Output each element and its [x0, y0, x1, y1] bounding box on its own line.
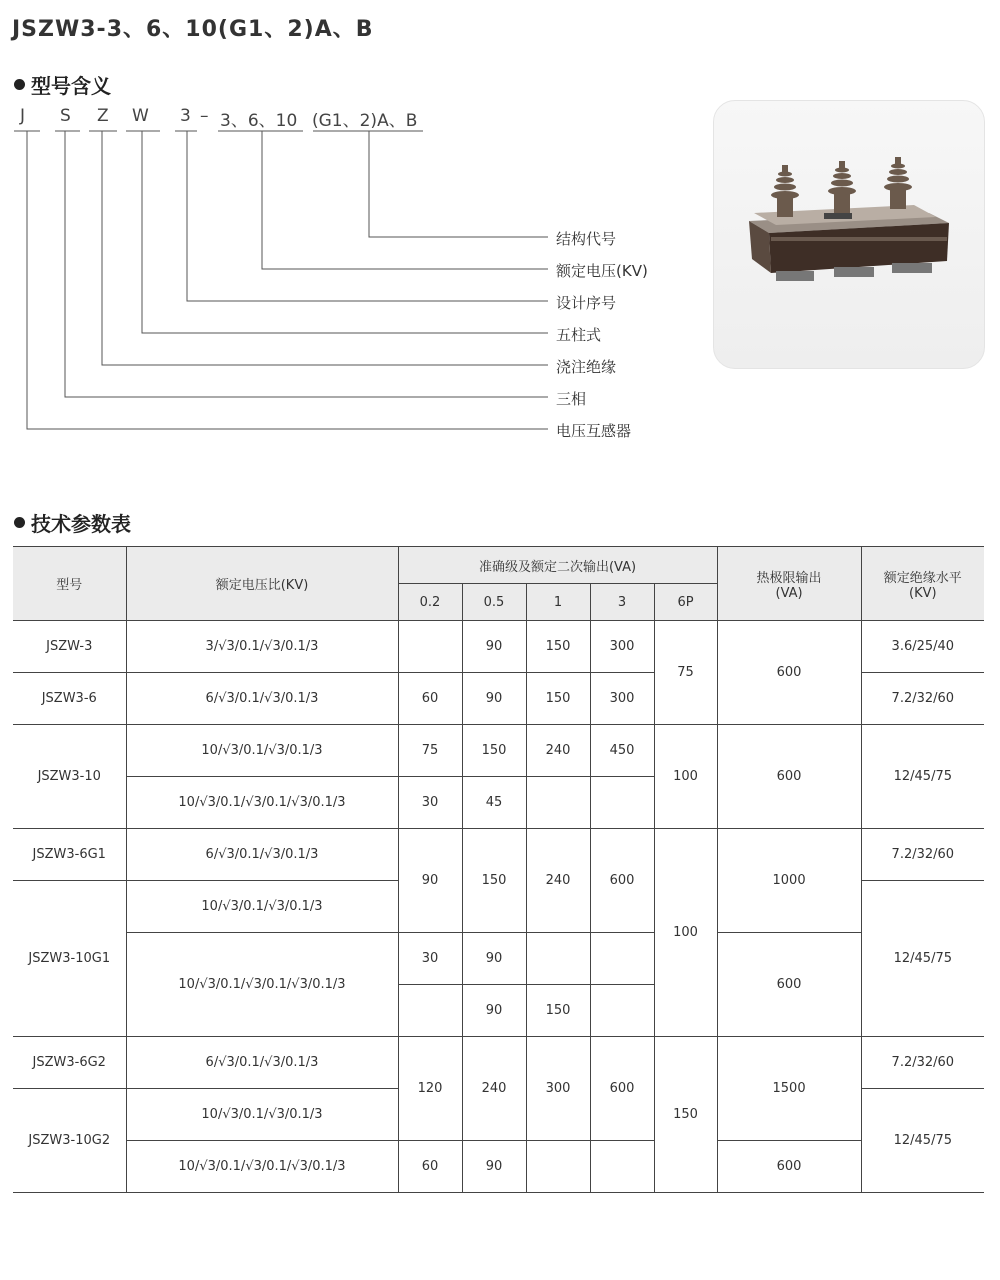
cell-thermal: 600	[717, 621, 861, 725]
meaning-cast-insulation: 浇注绝缘	[556, 358, 617, 376]
cell-model: JSZW3-6	[13, 673, 126, 725]
code-char-z: Z	[97, 106, 109, 126]
cell-ratio: 10/√3/0.1/√3/0.1/3	[126, 1089, 398, 1141]
cell-insulation: 7.2/32/60	[861, 673, 984, 725]
cell-ratio: 6/√3/0.1/√3/0.1/3	[126, 829, 398, 881]
cell-class-1: 240	[526, 829, 590, 933]
cell-class-0-5: 150	[462, 829, 526, 933]
page-title: JSZW3-3、6、10(G1、2)A、B	[12, 17, 374, 42]
meaning-three-phase: 三相	[556, 390, 587, 408]
cell-class-1	[526, 1141, 590, 1193]
cell-class-0-5: 90	[462, 621, 526, 673]
code-char-s: S	[60, 106, 71, 126]
header-model: 型号	[13, 547, 126, 621]
cell-insulation: 3.6/25/40	[861, 621, 984, 673]
cell-class-1: 300	[526, 1037, 590, 1141]
meaning-voltage-transformer: 电压互感器	[556, 422, 632, 440]
header-accuracy: 准确级及额定二次输出(VA)	[398, 547, 717, 584]
cell-class-6p: 100	[654, 725, 717, 829]
cell-class-0-5: 90	[462, 1141, 526, 1193]
cell-class-0-5: 45	[462, 777, 526, 829]
cell-class-6p: 100	[654, 829, 717, 1037]
code-char-dash: –	[200, 106, 209, 126]
cell-class-1: 150	[526, 985, 590, 1037]
cell-class-1	[526, 933, 590, 985]
cell-thermal: 1000	[717, 829, 861, 933]
cell-class-0-5: 90	[462, 673, 526, 725]
cell-class-6p: 75	[654, 621, 717, 725]
cell-ratio: 10/√3/0.1/√3/0.1/√3/0.1/3	[126, 933, 398, 1037]
cell-thermal: 600	[717, 933, 861, 1037]
cell-class-0-2: 90	[398, 829, 462, 933]
cell-ratio: 6/√3/0.1/√3/0.1/3	[126, 673, 398, 725]
bullet-icon	[14, 517, 25, 528]
product-photo	[714, 101, 984, 368]
cell-model: JSZW3-6G2	[13, 1037, 126, 1089]
code-char-w: W	[132, 106, 149, 126]
cell-model: JSZW-3	[13, 621, 126, 673]
cell-thermal: 600	[717, 725, 861, 829]
cell-model: JSZW3-10	[13, 725, 126, 829]
cell-class-0-2: 30	[398, 777, 462, 829]
meaning-rated-voltage: 额定电压(KV)	[556, 262, 648, 280]
product-photo-frame	[713, 100, 985, 369]
header-thermal: 热极限输出 (VA)	[717, 547, 861, 621]
tech-params-heading-text: 技术参数表	[31, 512, 131, 536]
cell-ratio: 10/√3/0.1/√3/0.1/3	[126, 881, 398, 933]
cell-class-0-5: 150	[462, 725, 526, 777]
cell-class-0-2: 60	[398, 1141, 462, 1193]
cell-class-0-5: 90	[462, 933, 526, 985]
header-class-0-5: 0.5	[462, 584, 526, 621]
code-connector-lines	[0, 0, 700, 450]
meaning-structure-code: 结构代号	[556, 230, 617, 248]
code-voltages: 3、6、10	[220, 111, 298, 131]
header-class-6p: 6P	[654, 584, 717, 621]
code-suffix: (G1、2)A、B	[312, 111, 418, 131]
code-char-3: 3	[180, 106, 191, 126]
cell-insulation: 12/45/75	[861, 1089, 984, 1193]
cell-class-3	[590, 1141, 654, 1193]
cell-class-1: 150	[526, 673, 590, 725]
cell-class-0-2: 120	[398, 1037, 462, 1141]
tech-params-heading	[14, 508, 131, 537]
cell-ratio: 10/√3/0.1/√3/0.1/√3/0.1/3	[126, 777, 398, 829]
cell-class-3: 600	[590, 1037, 654, 1141]
meaning-five-column: 五柱式	[556, 326, 602, 344]
table-row	[13, 1037, 984, 1089]
table-row	[13, 725, 984, 777]
header-class-3: 3	[590, 584, 654, 621]
cell-class-0-5: 90	[462, 985, 526, 1037]
header-insulation: 额定绝缘水平 (KV)	[861, 547, 984, 621]
cell-class-0-2	[398, 985, 462, 1037]
cell-model: JSZW3-6G1	[13, 829, 126, 881]
cell-class-3: 300	[590, 621, 654, 673]
cell-insulation: 7.2/32/60	[861, 1037, 984, 1089]
cell-class-3	[590, 933, 654, 985]
cell-insulation: 12/45/75	[861, 725, 984, 829]
cell-thermal: 600	[717, 1141, 861, 1193]
table-row	[13, 1141, 984, 1193]
cell-class-0-5: 240	[462, 1037, 526, 1141]
cell-class-3: 600	[590, 829, 654, 933]
table-row	[13, 829, 984, 881]
code-char-j: J	[20, 106, 26, 126]
cell-ratio: 10/√3/0.1/√3/0.1/3	[126, 725, 398, 777]
cell-class-6p: 150	[654, 1037, 717, 1193]
meaning-design-serial: 设计序号	[556, 294, 617, 312]
cell-model: JSZW3-10G2	[13, 1089, 126, 1193]
cell-class-3: 450	[590, 725, 654, 777]
cell-class-0-2: 60	[398, 673, 462, 725]
cell-insulation: 12/45/75	[861, 881, 984, 1037]
cell-thermal: 1500	[717, 1037, 861, 1141]
model-meaning-heading-text: 型号含义	[31, 74, 111, 98]
cell-class-1	[526, 777, 590, 829]
header-class-1: 1	[526, 584, 590, 621]
cell-model: JSZW3-10G1	[13, 881, 126, 1037]
header-ratio: 额定电压比(KV)	[126, 547, 398, 621]
header-class-0-2: 0.2	[398, 584, 462, 621]
cell-class-3: 300	[590, 673, 654, 725]
tech-params-table	[13, 546, 984, 1193]
cell-ratio: 6/√3/0.1/√3/0.1/3	[126, 1037, 398, 1089]
cell-class-0-2: 75	[398, 725, 462, 777]
cell-insulation: 7.2/32/60	[861, 829, 984, 881]
cell-class-3	[590, 777, 654, 829]
table-row	[13, 621, 984, 673]
cell-class-1: 240	[526, 725, 590, 777]
cell-ratio: 10/√3/0.1/√3/0.1/√3/0.1/3	[126, 1141, 398, 1193]
cell-class-0-2	[398, 621, 462, 673]
table-row	[13, 933, 984, 985]
cell-class-0-2: 30	[398, 933, 462, 985]
cell-ratio: 3/√3/0.1/√3/0.1/3	[126, 621, 398, 673]
cell-class-3	[590, 985, 654, 1037]
cell-class-1: 150	[526, 621, 590, 673]
